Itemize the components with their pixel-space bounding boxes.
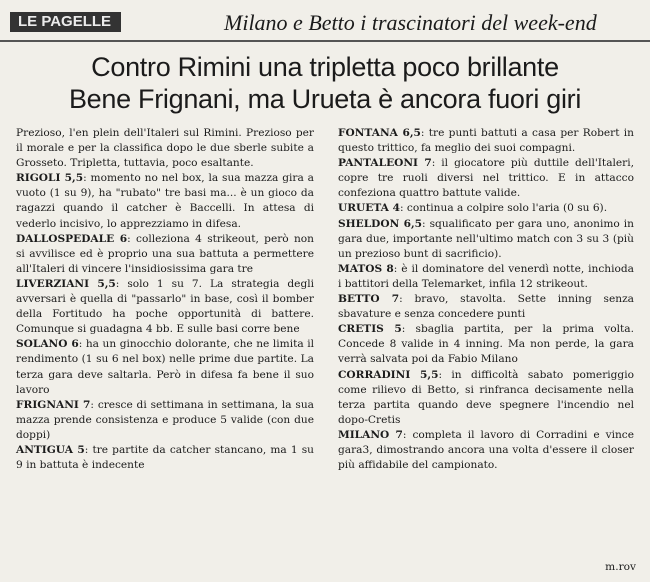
player-rating: SOLANO 6 [16,338,79,351]
author-signature: m.rov [605,561,636,573]
rating-paragraph [16,398,314,443]
rating-paragraph [338,156,634,201]
kicker-bar [0,8,650,42]
rating-text: : bravo, stavolta. Sette inning senza sbavature e senza concedere punti [338,293,634,321]
headline-line-2: Bene Frignani, ma Urueta è ancora fuori giri [68,84,582,114]
player-rating: MATOS 8 [338,262,394,275]
section-tag: LE PAGELLE [10,12,121,32]
rating-text: : completa il lavoro di Corradini e vince gara3, dimostrando ancora una volta d'essere il closer più affidabile del campionato. [338,428,634,472]
rating-text: : momento no nel box, la sua mazza gira a vuoto (1 su 9), ha "rubato" tre basi ma... è un gioco da ragazzi quando il catcher è Baccelli. In attesa di vederlo incisivo, lo apprezziamo in difesa. [16,172,314,230]
player-rating: MILANO 7 [338,428,403,441]
rating-text: : colleziona 4 strikeout, però non si avvilisce ed è proprio una sua battuta a permettere all'Italeri di vincere l'insidiosissima gara tre [16,232,314,275]
player-rating: URUETA 4 [338,202,400,215]
player-rating: BETTO 7 [338,293,400,306]
rating-paragraph [338,322,634,367]
rating-paragraph [16,277,314,337]
player-rating: PANTALEONI 7 [338,157,432,170]
rating-paragraph [16,443,314,473]
player-rating: CORRADINI 5,5 [338,368,439,381]
player-rating: RIGOLI 5,5 [16,172,84,185]
player-rating: SHELDON 6,5 [338,217,423,230]
intro-paragraph: Prezioso, l'en plein dell'Italeri sul Rimini. Prezioso per il morale e per la classifica dopo le due sberle subite a Grosseto. Tripletta, tuttavia, poco esaltante. [16,127,314,170]
rating-text: : è il dominatore del venerdì notte, inchioda i battitori della Telemarket, infila 12 strikeout. [338,262,634,290]
player-rating: ANTIGUA 5 [16,443,85,456]
rating-paragraph [338,262,634,292]
rating-paragraph [16,337,314,397]
rating-paragraph [16,232,314,277]
kicker: Milano e Betto i trascinatori del week-end [224,10,597,35]
rating-paragraph [16,171,314,231]
rating-text: : il giocatore più duttile dell'Italeri, copre tre ruoli diversi nel trittico. E in attacco confeziona quattro battute valide. [338,157,634,200]
rating-text: : sbaglia partita, per la prima volta. Concede 8 valide in 4 inning. Ma non perde, la gara verrà salvata poi da Fabio Milano [338,323,634,366]
rating-text: : solo 1 su 7. La strategia degli avversari è quella di "passarlo" in base, così il bomber della Fortitudo ha poche opportunità di battere. Comunque si guadagna 4 bb. E sulle basi corre bene [16,277,315,336]
rating-paragraph [338,292,634,322]
rating-text: : tre punti battuti a casa per Robert in questo trittico, fa meglio dei suoi compagni. [338,127,635,155]
rating-text: : squalificato per gara uno, anonimo in gara due, importante nell'ultimo match con 3 su 3 (più un prezioso bunt di sacrificio). [338,217,634,260]
rating-paragraph [338,368,634,428]
player-rating: LIVERZIANI 5,5 [16,277,116,290]
right-column [338,126,634,473]
rating-text: : ha un ginocchio dolorante, che ne limita il rendimento (1 su 6 nel box) nelle prime due partite. La terza gara deve saltarla. Però in difesa fa bene il suo lavoro [16,338,314,396]
player-rating: DALLOSPEDALE 6 [16,232,128,245]
rating-text: : continua a colpire solo l'aria (0 su 6). [399,202,608,215]
rating-text: : tre partite da catcher stancano, ma 1 su 9 in battuta è indecente [16,443,314,472]
rating-text: : in difficoltà sabato pomeriggio come rilievo di Betto, si rinfranca decisamente nella terza partita quando deve spegnere l'incendio nel dopo-Cretis [338,368,634,426]
left-column [16,126,314,473]
rating-paragraph [338,428,634,473]
rating-paragraph [338,201,634,216]
rating-text: : cresce di settimana in settimana, la sua mazza prende consistenza e produce 5 valide (con due doppi) [16,398,314,441]
player-rating: FONTANA 6,5 [338,127,421,139]
player-rating: CRETIS 5 [338,323,402,336]
rating-paragraph [338,217,634,262]
rating-paragraph [338,126,634,156]
player-rating: FRIGNANI 7 [16,398,91,411]
headline-line-1: Contro Rimini una tripletta poco brillante [91,52,559,82]
